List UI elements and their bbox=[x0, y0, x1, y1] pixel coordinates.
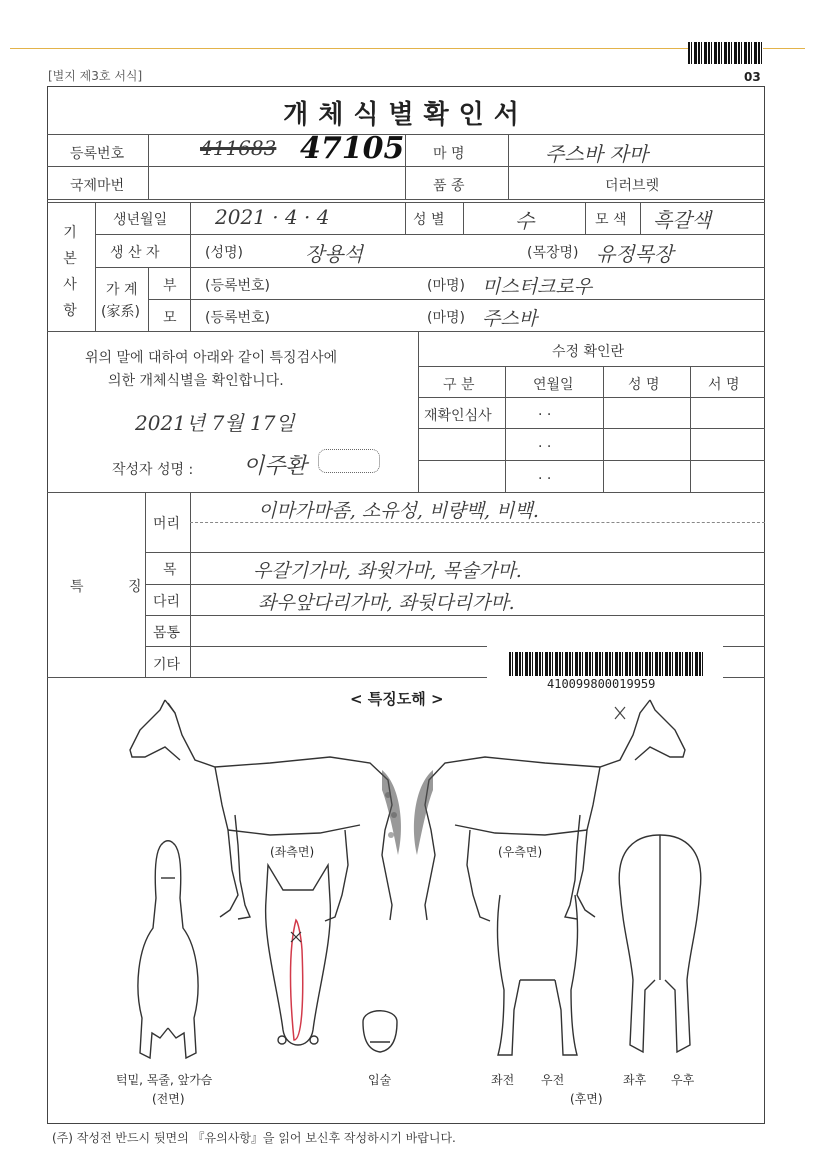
rear-label: (후면) bbox=[570, 1092, 603, 1106]
barcode-sticker bbox=[487, 646, 723, 694]
statement-line2: 의한 개체식별을 확인합니다. bbox=[108, 373, 284, 389]
birth-label: 생년월일 bbox=[113, 212, 168, 228]
birth-value: 2021 · 4 · 4 bbox=[215, 205, 330, 229]
barcode-number: 410099800019959 bbox=[547, 677, 656, 691]
horse-lips-view bbox=[355, 1002, 405, 1057]
other-label: 기타 bbox=[153, 657, 181, 673]
row3-date-dots: . . bbox=[538, 467, 552, 483]
pedigree-label: 가 계 bbox=[106, 282, 138, 298]
writer-stamp bbox=[318, 449, 380, 473]
revision-title: 수정 확인란 bbox=[552, 344, 625, 360]
statement-line1: 위의 말에 대하여 아래와 같이 특징검사에 bbox=[85, 350, 338, 366]
page-title: 개체식별확인서 bbox=[283, 100, 529, 130]
dam-name-label: (마명) bbox=[427, 310, 465, 326]
sire-name-label: (마명) bbox=[427, 278, 465, 294]
dam-label: 모 bbox=[163, 310, 177, 326]
top-rule bbox=[10, 48, 805, 49]
head-value: 이마가마좀, 소유성, 비량백, 비백. bbox=[258, 500, 539, 522]
right-fore-label: 우전 bbox=[541, 1073, 565, 1087]
writer-label: 작성자 성명 : bbox=[112, 462, 194, 478]
col-date: 연월일 bbox=[533, 377, 574, 393]
row2-date-dots: . . bbox=[538, 435, 552, 451]
horse-name-value: 주스바 자마 bbox=[545, 142, 648, 166]
col-name: 성 명 bbox=[628, 377, 660, 393]
sire-label: 부 bbox=[163, 278, 177, 294]
row1-kind: 재확인심사 bbox=[424, 408, 492, 424]
head-label: 머리 bbox=[153, 516, 181, 532]
reg-no-value: 47105 bbox=[300, 131, 405, 166]
left-side-label: (좌측면) bbox=[270, 845, 315, 859]
color-value: 흑갈색 bbox=[653, 208, 711, 232]
col-kind: 구 분 bbox=[443, 377, 475, 393]
reg-no-struck: 411683 bbox=[200, 136, 277, 160]
confirm-date: 2021년 7월 17일 bbox=[135, 411, 295, 435]
left-hind-label: 좌후 bbox=[623, 1073, 647, 1087]
producer-name-value: 장용석 bbox=[305, 242, 363, 266]
ranch-value: 유정목장 bbox=[596, 242, 674, 266]
pedigree-hanja: (家系) bbox=[101, 304, 140, 320]
front-label: (전면) bbox=[152, 1092, 185, 1106]
top-barcode bbox=[688, 42, 763, 64]
reg-no-label: 등록번호 bbox=[70, 146, 125, 162]
legs-label: 다리 bbox=[153, 594, 181, 610]
breed-value: 더러브렛 bbox=[605, 178, 660, 194]
col-sign: 서 명 bbox=[708, 377, 740, 393]
sex-label: 성 별 bbox=[413, 212, 445, 228]
sire-reg-label: (등록번호) bbox=[205, 278, 271, 294]
footer-note: (주) 작성전 반드시 뒷면의 『유의사항』을 읽어 보신후 작성하시기 바랍니다. bbox=[52, 1131, 456, 1145]
horse-name-label: 마 명 bbox=[433, 146, 465, 162]
writer-value: 이주환 bbox=[243, 454, 307, 479]
page-number: 03 bbox=[744, 70, 761, 84]
intl-no-label: 국제마번 bbox=[70, 178, 125, 194]
dam-name-value: 주스바 bbox=[482, 308, 538, 330]
horse-face-view bbox=[258, 860, 338, 1060]
producer-label: 생 산 자 bbox=[110, 245, 160, 261]
diagram-title: < 특징도해 > bbox=[350, 690, 444, 708]
breed-label: 품 종 bbox=[433, 178, 465, 194]
legs-value: 좌우앞다리가마, 좌뒷다리가마. bbox=[258, 592, 515, 614]
horse-front-view bbox=[128, 838, 208, 1068]
right-hind-label: 우후 bbox=[671, 1073, 695, 1087]
sire-name-value: 미스터크로우 bbox=[482, 276, 593, 298]
body-label: 몸통 bbox=[153, 625, 181, 641]
barcode-bars bbox=[509, 652, 705, 676]
left-fore-label: 좌전 bbox=[491, 1073, 515, 1087]
form-label: [별지 제3호 서식] bbox=[48, 69, 143, 83]
neck-label: 목 bbox=[163, 562, 177, 578]
color-label: 모 색 bbox=[595, 212, 627, 228]
basic-section-label: 기본사항 bbox=[63, 225, 77, 319]
sex-value: 수 bbox=[515, 209, 535, 233]
neck-value: 우갈기가마, 좌윗가마, 목술가마. bbox=[253, 560, 522, 582]
lips-label: 입술 bbox=[368, 1073, 392, 1087]
horse-rear-view bbox=[615, 830, 705, 1060]
right-side-label: (우측면) bbox=[498, 845, 543, 859]
horse-hind-legs bbox=[490, 890, 585, 1060]
ranch-label: (목장명) bbox=[527, 245, 579, 261]
features-label: 특 징 bbox=[70, 579, 162, 595]
producer-name-label: (성명) bbox=[205, 245, 243, 261]
front-caption: 턱밑, 목줄, 앞가슴 bbox=[116, 1073, 213, 1087]
dam-reg-label: (등록번호) bbox=[205, 310, 271, 326]
row1-date-dots: . . bbox=[538, 403, 552, 419]
